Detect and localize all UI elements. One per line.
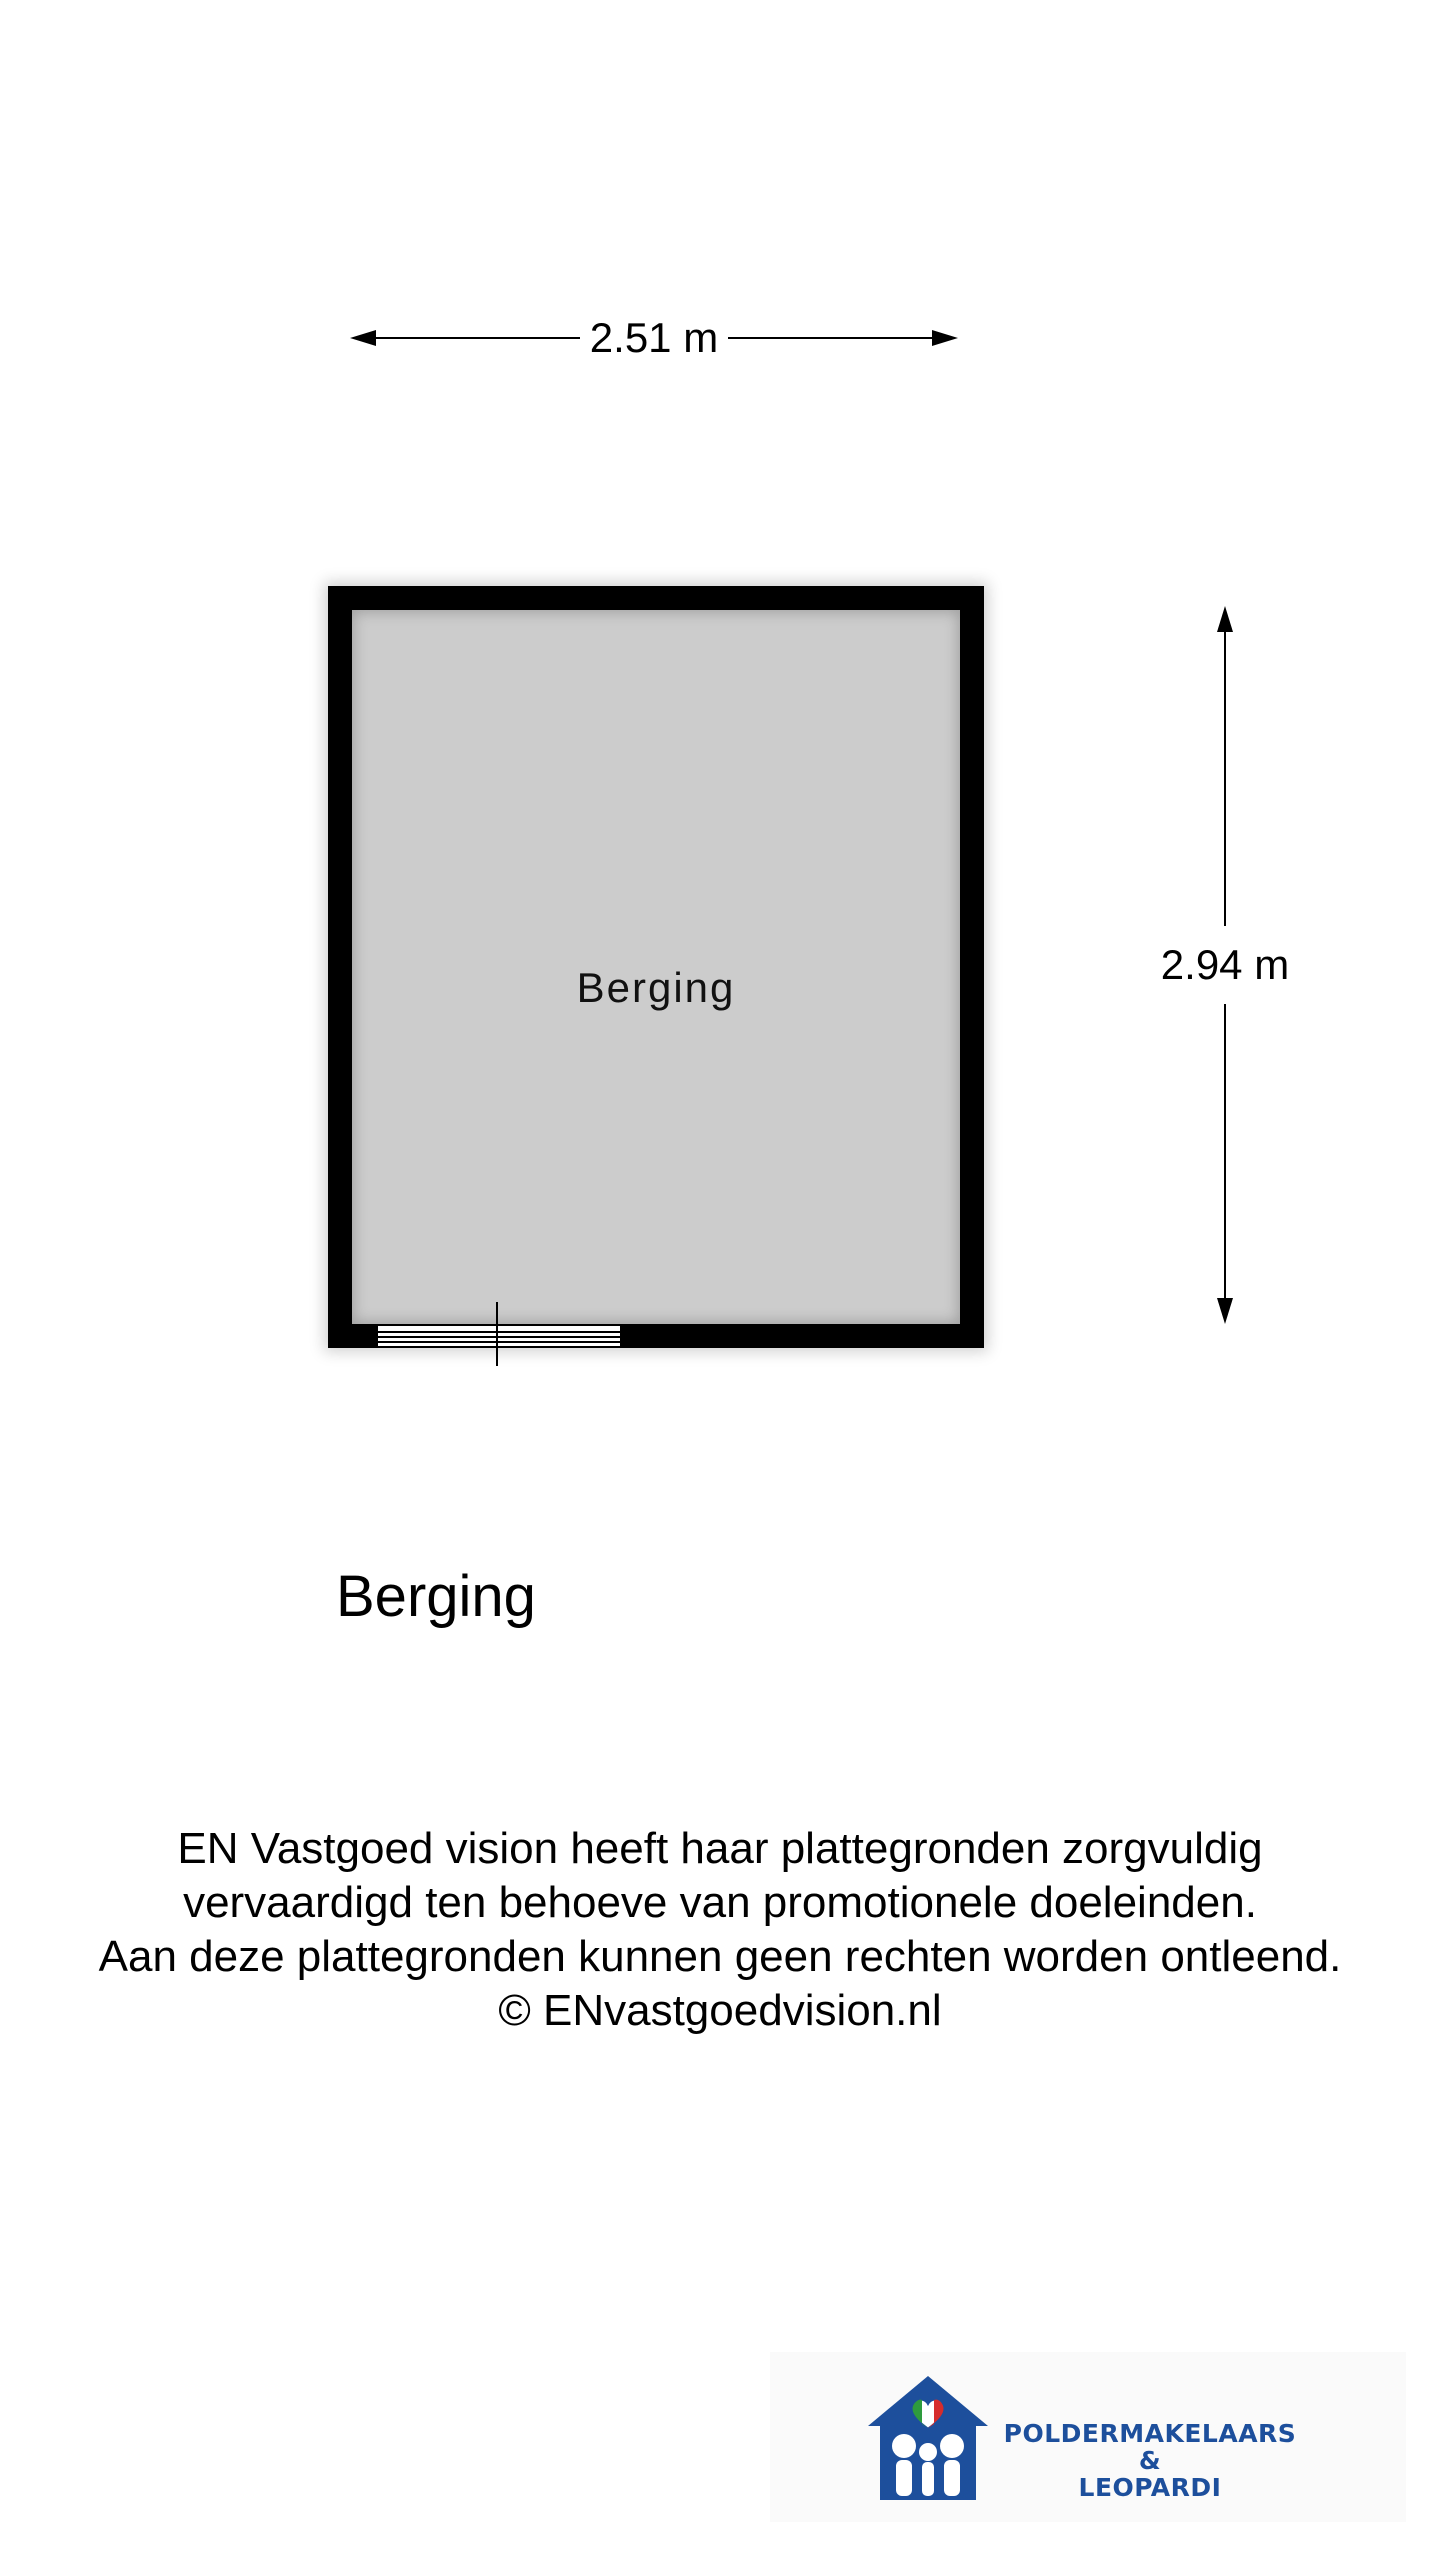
window	[378, 1324, 620, 1348]
brand-line: POLDERMAKELAARS	[1003, 2419, 1297, 2448]
room-berging	[328, 586, 984, 1348]
width-dimension	[350, 316, 958, 360]
disclaimer	[0, 1822, 1440, 2038]
disclaimer-line: EN Vastgoed vision heeft haar plattegronden zorgvuldig	[177, 1824, 1263, 1873]
height-dimension	[1130, 606, 1320, 1324]
brand-name	[985, 2420, 1315, 2501]
dimension-line	[1224, 1004, 1226, 1304]
arrow-down-icon	[1217, 1298, 1233, 1324]
room-label: Berging	[576, 964, 736, 1011]
brand-line: &	[1138, 2446, 1162, 2475]
window-pane	[378, 1331, 620, 1333]
dimension-line	[728, 337, 944, 339]
width-label: 2.51 m	[589, 314, 719, 361]
disclaimer-line: © ENvastgoedvision.nl	[498, 1986, 942, 2035]
dimension-line	[1224, 626, 1226, 926]
window-mullion	[496, 1302, 498, 1366]
brand-line: LEOPARDI	[1078, 2473, 1222, 2502]
logo	[770, 2352, 1406, 2522]
disclaimer-line: vervaardigd ten behoeve van promotionele doeleinden.	[183, 1878, 1257, 1927]
arrow-right-icon	[932, 330, 958, 346]
floor-title: Berging	[336, 1564, 536, 1629]
disclaimer-line: Aan deze plattegronden kunnen geen rechten worden ontleend.	[98, 1932, 1342, 1981]
window-pane	[378, 1336, 620, 1338]
height-label: 2.94 m	[1130, 942, 1320, 988]
window-pane	[378, 1341, 620, 1343]
room-floor	[352, 610, 960, 1324]
house-heart-icon	[866, 2372, 990, 2504]
